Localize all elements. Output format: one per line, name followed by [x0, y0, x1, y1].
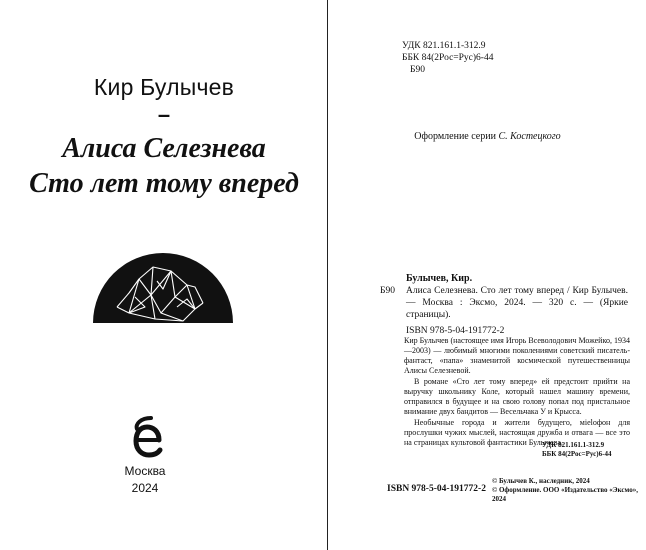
design-label: Оформление серии: [414, 131, 496, 142]
bottom-classification: [542, 441, 611, 459]
copyright-design: © Оформление. ООО «Издательство «Эксмо», 2024: [492, 486, 638, 503]
series-design-credit: [329, 131, 646, 142]
annotation-paragraph-1: Кир Булычев (настоящее имя Игорь Всеволодович Можейко, 1934—2003) — любимый многими поколениями советский писатель-фантаст, «папа» знаменитой космической путешественницы Алисы Селезневой.: [404, 336, 630, 375]
designer-name: С. Костецкого: [498, 131, 561, 142]
copyright-author: © Булычев К., наследник, 2024: [492, 477, 590, 485]
entry-description: Алиса Селезнева. Сто лет тому вперед / Кир Булычев. — Москва : Эксмо, 2024. — 320 с. — (Яркие страницы).: [406, 286, 628, 320]
publication-year: 2024: [131, 481, 159, 495]
isbn-bottom: ISBN 978-5-04-191772-2: [387, 484, 486, 494]
eksmo-logo-icon: [131, 415, 165, 459]
entry-code: Б90: [380, 286, 395, 296]
annotation: [404, 336, 630, 448]
bottom-udk: УДК 821.161.1-312.9: [542, 441, 605, 449]
catalog-entry: [380, 273, 628, 337]
bottom-bbk: ББК 84(2Рос=Рус)6-44: [542, 450, 612, 458]
book-title-line-1: Алиса Селезнева: [62, 133, 266, 164]
series-crystal-emblem-icon: [91, 237, 235, 325]
publisher-city: Москва: [124, 464, 166, 478]
entry-isbn: ISBN 978-5-04-191772-2: [406, 326, 505, 336]
title-dash: –: [157, 102, 171, 127]
udk-code: УДК 821.161.1-312.9: [402, 41, 486, 51]
annotation-paragraph-2: В романе «Сто лет тому вперед» ей предстоит прийти на выручку школьнику Коле, который нашел машину времени, отправился в будущее и на свою голову попал под пристальное внимание двух бандитов — Весельчака У и Крысса.: [404, 377, 630, 416]
page-divider: [327, 0, 328, 550]
author-mark: Б90: [410, 65, 425, 75]
book-title-line-2: Сто лет тому вперед: [29, 168, 299, 199]
annotation-paragraph-3: Необычные города и жители будущего, мielофон для прослушки чужих мыслей, настоящая дружба и отвага — все это на страницах культовой фантастики Булычева.: [404, 418, 630, 447]
copyright-notices: [492, 477, 646, 504]
bbk-code: ББК 84(2Рос=Рус)6-44: [402, 53, 494, 63]
entry-heading: Булычев, Кир.: [406, 273, 473, 284]
author-name: Кир Булычев: [93, 74, 235, 100]
